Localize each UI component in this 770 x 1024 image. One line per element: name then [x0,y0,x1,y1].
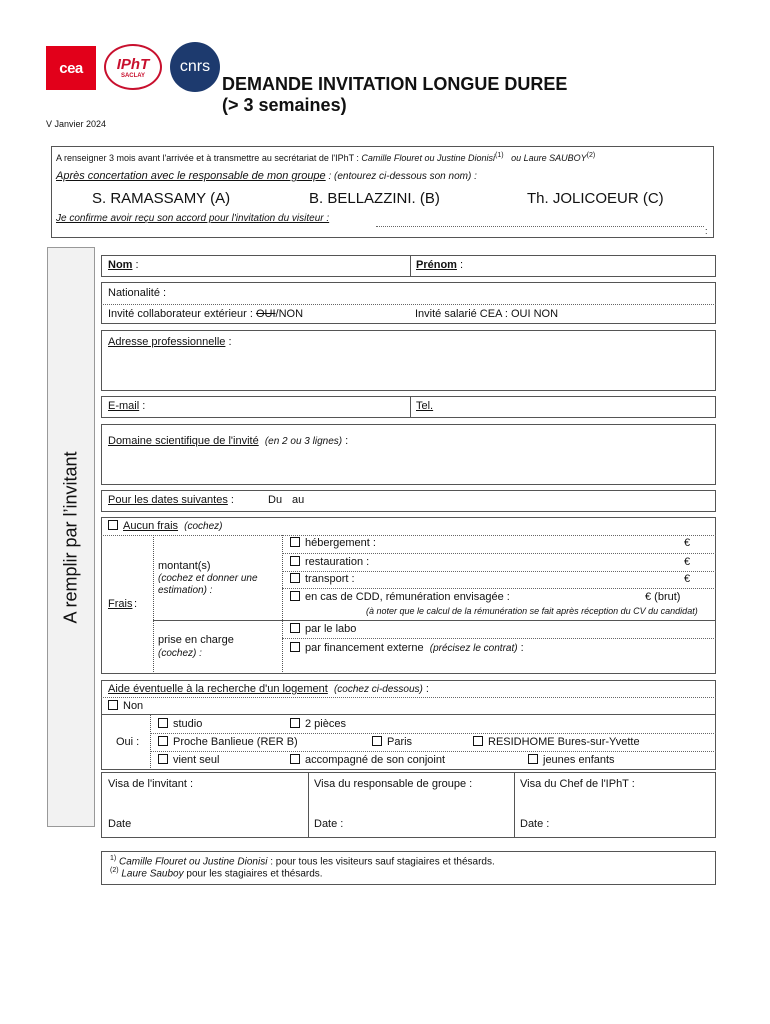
collaborateur-field[interactable]: Invité collaborateur extérieur : OUI/NON [108,308,304,320]
enfants-option[interactable]: jeunes enfants [528,754,615,766]
deux-pieces-option[interactable]: 2 pièces [290,718,346,730]
banlieue-checkbox[interactable] [158,736,168,746]
cdd-note: (à noter que le calcul de la rémunération se fait après réception du CV du candidat) [366,606,698,616]
studio-option[interactable]: studio [158,718,202,730]
confirm-colon: : [705,226,708,236]
tel-field[interactable]: Tel. [416,400,434,412]
name-row [101,255,716,277]
aucun-frais-checkbox[interactable] [108,520,118,530]
document-title [222,74,567,116]
hebergement-euro: € [684,537,691,549]
prise-label: prise en charge [158,634,234,646]
domaine-field[interactable]: Domaine scientifique de l'invité (en 2 ou 3 lignes) : [108,435,349,447]
paris-option[interactable]: Paris [372,736,412,748]
date-responsable[interactable]: Date : [314,818,344,830]
visa-invitant[interactable]: Visa de l'invitant : [108,778,194,790]
date-chef[interactable]: Date : [520,818,550,830]
non-checkbox[interactable] [108,700,118,710]
group-consult-line: Après concertation avec le responsable de mon groupe : (entourez ci-dessous son nom) : [56,170,477,182]
cdd-option[interactable]: en cas de CDD, rémunération envisagée : [290,591,510,603]
group-c-option[interactable]: Th. JOLICOEUR (C) [527,190,664,207]
prenom-field[interactable]: Prénom : [416,259,464,271]
date-invitant[interactable]: Date [108,818,132,830]
visa-responsable[interactable]: Visa du responsable de groupe : [314,778,473,790]
side-label-text: A remplir par l’invitant [60,450,81,624]
cea-logo-text: cea [59,59,83,77]
footnote-1: $^{1)}$ Camille Flouret ou Justine Dionisi : pour tous les visiteurs sauf stagiaires et thésards. [110,855,495,868]
seul-checkbox[interactable] [158,754,168,764]
conjoint-option[interactable]: accompagné de son conjoint [290,754,445,766]
restauration-euro: € [684,556,691,568]
confirm-dotted-line [376,226,704,227]
par-labo-checkbox[interactable] [290,623,300,633]
transport-checkbox[interactable] [290,573,300,583]
seul-option[interactable]: vient seul [158,754,219,766]
group-a-option[interactable]: S. RAMASSAMY (A) [92,190,231,207]
dates-field[interactable]: Pour les dates suivantes : [108,494,234,506]
group-b-option[interactable]: B. BELLAZZINI. (B) [309,190,440,207]
restauration-checkbox[interactable] [290,556,300,566]
cdd-euro-brut: € (brut) [645,591,681,603]
ipht-logo-sub: SACLAY [120,72,146,79]
adresse-field[interactable]: Adresse professionnelle : [108,336,232,348]
salarie-cea-field[interactable]: Invité salarié CEA : OUI NON [415,308,559,320]
side-label-bar [47,247,95,827]
frais-label: Frais [108,598,133,610]
aucun-frais-option[interactable]: Aucun frais (cochez) [108,520,223,532]
par-financement-checkbox[interactable] [290,642,300,652]
aide-logement-label: Aide éventuelle à la recherche d'un logement (cochez ci-dessous) : [108,683,429,695]
transport-option[interactable]: transport : [290,573,355,585]
deux-pieces-checkbox[interactable] [290,718,300,728]
date-du[interactable]: Du [268,494,283,506]
cea-logo [46,46,96,90]
par-labo-option[interactable]: par le labo [290,623,356,635]
oui-label: Oui : [116,736,140,748]
nationalite-field[interactable]: Nationalité : [108,287,167,299]
ipht-logo-text: IPhT [116,55,150,73]
title-line2: (> 3 semaines) [222,95,347,115]
date-au[interactable]: au [292,494,305,506]
residhome-checkbox[interactable] [473,736,483,746]
paris-checkbox[interactable] [372,736,382,746]
conjoint-checkbox[interactable] [290,754,300,764]
montants-note: (cochez et donner une estimation) : [158,573,258,596]
version-label: V Janvier 2024 [46,119,107,129]
frais-colon: : [134,598,138,610]
cdd-checkbox[interactable] [290,591,300,601]
domain-box [101,424,716,485]
confirm-line: Je confirme avoir reçu son accord pour l'invitation du visiteur : [56,213,330,224]
footnote-2: $^{(2)}$ Laure Sauboy pour les stagiaires et thésards. [110,867,323,880]
nom-field[interactable]: Nom : [108,259,139,271]
ipht-logo [104,44,162,90]
hebergement-checkbox[interactable] [290,537,300,547]
title-line1: DEMANDE INVITATION LONGUE DUREE [222,74,568,94]
montants-label: montant(s) [158,560,211,572]
restauration-option[interactable]: restauration : [290,556,369,568]
visa-chef[interactable]: Visa du Chef de l'IPhT : [520,778,635,790]
non-option[interactable]: Non [108,700,143,712]
prise-note: (cochez) : [158,648,202,659]
contact-row [101,396,716,418]
par-financement-option[interactable]: par financement externe (précisez le contrat) : [290,642,524,654]
enfants-checkbox[interactable] [528,754,538,764]
intro-line: A renseigner 3 mois avant l'arrivée et à transmettre au secrétariat de l'IPhT : Camille Flouret ou Justine Dionisi$^{(1)}$ ou Laure SAUBOY$^{(2)}$ [56,152,596,163]
banlieue-option[interactable]: Proche Banlieue (RER B) [158,736,298,748]
residhome-option[interactable]: RESIDHOME Bures-sur-Yvette [473,736,640,748]
cnrs-logo-text: cnrs [179,58,211,75]
cnrs-logo [170,42,220,92]
email-field[interactable]: E-mail : [108,400,146,412]
hebergement-option[interactable]: hébergement : [290,537,376,549]
studio-checkbox[interactable] [158,718,168,728]
transport-euro: € [684,573,691,585]
